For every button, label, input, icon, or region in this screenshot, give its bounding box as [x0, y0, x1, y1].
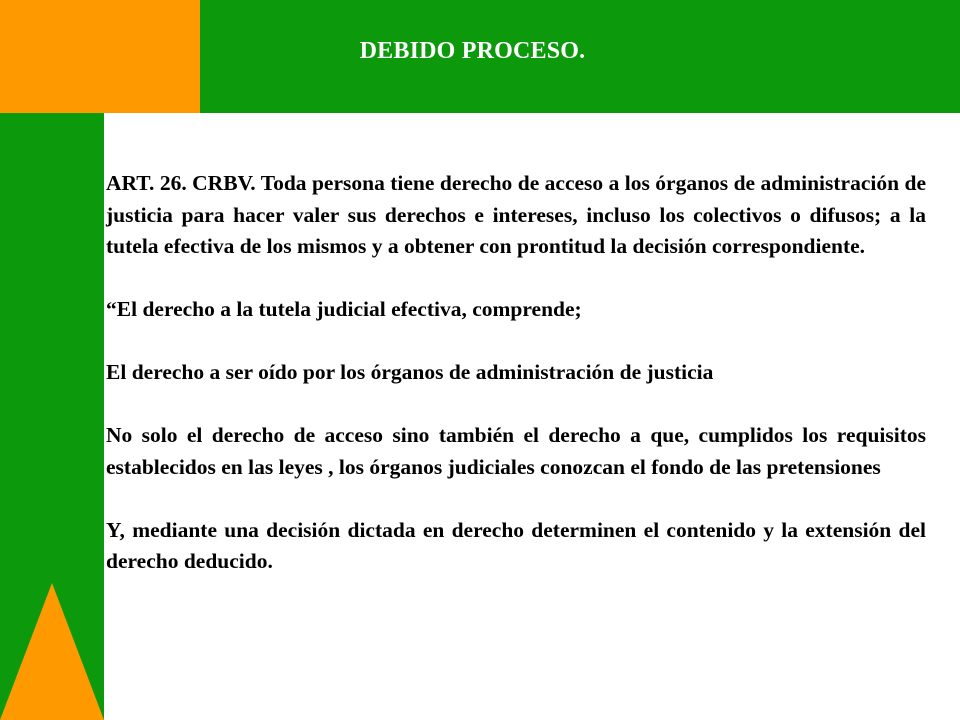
slide-body — [106, 168, 926, 578]
paragraph-derecho-acceso: No solo el derecho de acceso sino también el derecho a que, cumplidos los requisitos establecidos en las leyes , los órganos judiciales conozcan el fondo de las pretensiones — [106, 423, 926, 479]
paragraph-tutela-intro: “El derecho a la tutela judicial efectiva, comprende; — [106, 297, 582, 321]
paragraph-art-26: ART. 26. CRBV. Toda persona tiene derecho de acceso a los órganos de administración de justicia para hacer valer sus derechos e intereses, incluso los colectivos o difusos; a la tutela efectiva de los mismos y a obtener con prontitud la decisión correspondiente. — [106, 171, 926, 258]
paragraph-derecho-oido: El derecho a ser oído por los órganos de administración de justicia — [106, 360, 714, 384]
paragraph-decision: Y, mediante una decisión dictada en derecho determinen el contenido y la extensión del derecho deducido. — [106, 517, 926, 573]
left-green-strip — [0, 113, 104, 720]
header-orange-block — [0, 0, 200, 113]
slide-title: DEBIDO PROCESO. — [359, 38, 586, 64]
